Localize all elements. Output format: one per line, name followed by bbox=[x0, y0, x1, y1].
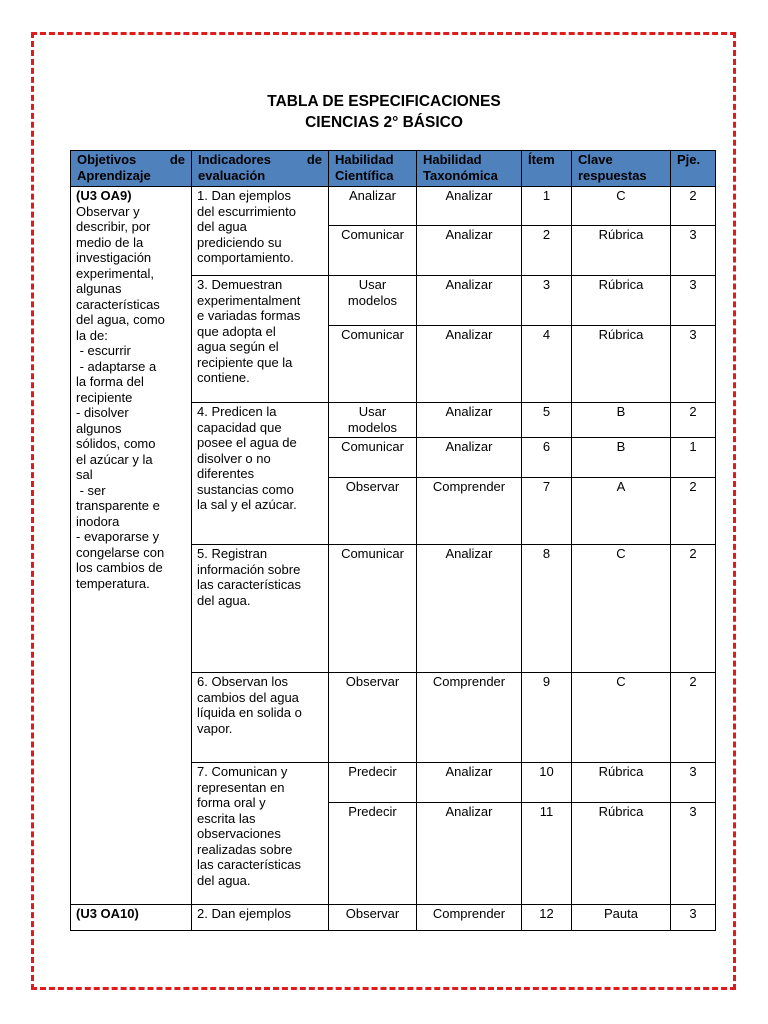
objective-line: la forma del bbox=[76, 374, 144, 389]
objective-line: - adaptarse a bbox=[76, 358, 157, 374]
header-text: Clave bbox=[578, 152, 613, 167]
habilidad-cientifica-cell: Observar bbox=[329, 478, 417, 545]
indicator-line: realizadas sobre bbox=[197, 841, 293, 857]
pje-cell: 2 bbox=[671, 478, 716, 545]
habilidad-taxonomica-cell: Analizar bbox=[417, 803, 522, 905]
item-cell: 3 bbox=[522, 276, 572, 326]
indicator-cell bbox=[192, 403, 329, 545]
indicator-line: experimentalment bbox=[197, 292, 301, 308]
habilidad-cientifica-cell: Observar bbox=[329, 905, 417, 931]
document-subtitle: CIENCIAS 2° BÁSICO bbox=[305, 114, 463, 131]
habilidad-taxonomica-cell: Analizar bbox=[417, 187, 522, 226]
habilidad-taxonomica-cell: Comprender bbox=[417, 478, 522, 545]
indicator-line: cambios del agua bbox=[197, 689, 299, 705]
pje-cell: 3 bbox=[671, 803, 716, 905]
indicator-line: representan en bbox=[197, 779, 285, 795]
indicator-line: forma oral y bbox=[197, 795, 266, 810]
item-cell: 1 bbox=[522, 187, 572, 226]
indicator-line: del agua bbox=[197, 219, 247, 234]
clave-cell: B bbox=[572, 403, 671, 438]
indicator-line: líquida en solida o bbox=[197, 705, 302, 720]
clave-cell: Rúbrica bbox=[572, 326, 671, 403]
objective-line: sal bbox=[76, 467, 93, 482]
indicator-line: 7. Comunican y bbox=[197, 764, 288, 779]
habilidad-cientifica-cell: Comunicar bbox=[329, 326, 417, 403]
objective-line: temperatura. bbox=[76, 575, 150, 591]
objective-line: inodora bbox=[76, 513, 120, 529]
objective-code: (U3 OA9) bbox=[76, 188, 132, 203]
objective-line: - evaporarse y bbox=[76, 529, 160, 544]
clave-cell: C bbox=[572, 187, 671, 226]
indicator-line: e variadas formas bbox=[197, 308, 301, 323]
indicator-line: del agua. bbox=[197, 592, 251, 608]
habilidad-taxonomica-cell: Analizar bbox=[417, 276, 522, 326]
indicator-line: 3. Demuestran bbox=[197, 277, 283, 292]
indicator-line: vapor. bbox=[197, 720, 233, 736]
header-text: Indicadores de bbox=[198, 152, 322, 167]
pje-cell: 2 bbox=[671, 545, 716, 673]
header-habilidad-cientifica bbox=[329, 151, 417, 187]
indicator-cell bbox=[192, 545, 329, 673]
indicator-line: posee el agua de bbox=[197, 435, 297, 450]
clave-cell: A bbox=[572, 478, 671, 545]
indicator-line: 5. Registran bbox=[197, 546, 268, 561]
header-habilidad-taxonomica bbox=[417, 151, 522, 187]
pje-cell: 2 bbox=[671, 673, 716, 763]
table-row bbox=[71, 187, 716, 226]
indicator-cell bbox=[192, 187, 329, 276]
indicator-line: la sal y el azúcar. bbox=[197, 497, 297, 512]
indicator-line: recipiente que la bbox=[197, 354, 293, 370]
item-cell: 11 bbox=[522, 803, 572, 905]
header-text: Habilidad bbox=[423, 152, 482, 167]
objective-line: transparente e bbox=[76, 498, 160, 513]
objective-line: medio de la bbox=[76, 234, 144, 250]
habilidad-taxonomica-cell: Analizar bbox=[417, 438, 522, 478]
indicator-line: escrita las bbox=[197, 810, 256, 826]
objective-line: características bbox=[76, 296, 160, 312]
habilidad-cientifica-cell: Predecir bbox=[329, 803, 417, 905]
habilidad-taxonomica-cell: Analizar bbox=[417, 763, 522, 803]
indicator-line: capacidad que bbox=[197, 419, 282, 435]
objective-line: recipiente bbox=[76, 389, 133, 405]
objective-line: algunos bbox=[76, 420, 122, 436]
habilidad-taxonomica-cell: Analizar bbox=[417, 403, 522, 438]
habilidad-cientifica-cell: Analizar bbox=[329, 187, 417, 226]
indicator-line: del escurrimiento bbox=[197, 203, 296, 219]
pje-cell: 2 bbox=[671, 403, 716, 438]
indicator-cell: 2. Dan ejemplos bbox=[192, 905, 329, 931]
objective-line: algunas bbox=[76, 281, 122, 296]
objective-line: Observar y bbox=[76, 203, 140, 219]
header-text: Pje. bbox=[677, 152, 701, 167]
indicator-line: las características bbox=[197, 857, 302, 872]
indicator-line: las características bbox=[197, 577, 302, 592]
header-text: Aprendizaje bbox=[77, 167, 151, 183]
header-text: Taxonómica bbox=[423, 167, 498, 183]
indicator-line: comportamiento. bbox=[197, 250, 294, 265]
item-cell: 8 bbox=[522, 545, 572, 673]
header-pje bbox=[671, 151, 716, 187]
clave-cell: Rúbrica bbox=[572, 763, 671, 803]
pje-cell: 1 bbox=[671, 438, 716, 478]
objective-line: la de: bbox=[76, 327, 108, 343]
indicator-line: sustancias como bbox=[197, 481, 294, 497]
objective-line: congelarse con bbox=[76, 544, 165, 560]
header-indicadores bbox=[192, 151, 329, 187]
indicator-cell bbox=[192, 673, 329, 763]
header-text: Científica bbox=[335, 167, 394, 183]
indicator-cell bbox=[192, 763, 329, 905]
indicator-line: 4. Predicen la bbox=[197, 404, 277, 419]
item-cell: 6 bbox=[522, 438, 572, 478]
objective-cell: (U3 OA10) bbox=[71, 905, 192, 931]
document-title: TABLA DE ESPECIFICACIONES bbox=[267, 93, 501, 110]
objective-line: describir, por bbox=[76, 219, 151, 234]
clave-cell: C bbox=[572, 673, 671, 763]
pje-cell: 3 bbox=[671, 276, 716, 326]
pje-cell: 3 bbox=[671, 905, 716, 931]
specifications-table bbox=[70, 150, 716, 931]
item-cell: 4 bbox=[522, 326, 572, 403]
habilidad-cientifica-cell: Usar modelos bbox=[329, 276, 417, 326]
habilidad-taxonomica-cell: Analizar bbox=[417, 326, 522, 403]
objective-line: sólidos, como bbox=[76, 436, 156, 451]
pje-cell: 3 bbox=[671, 763, 716, 803]
header-text: Habilidad bbox=[335, 152, 394, 167]
habilidad-taxonomica-cell: Analizar bbox=[417, 545, 522, 673]
indicator-line: prediciendo su bbox=[197, 234, 282, 250]
header-text: respuestas bbox=[578, 167, 647, 183]
objective-line: experimental, bbox=[76, 265, 155, 281]
clave-cell: Rúbrica bbox=[572, 803, 671, 905]
item-cell: 5 bbox=[522, 403, 572, 438]
objective-line: los cambios de bbox=[76, 560, 163, 575]
item-cell: 10 bbox=[522, 763, 572, 803]
habilidad-taxonomica-cell: Comprender bbox=[417, 905, 522, 931]
objective-line: del agua, como bbox=[76, 312, 165, 327]
pje-cell: 2 bbox=[671, 187, 716, 226]
header-item bbox=[522, 151, 572, 187]
item-cell: 9 bbox=[522, 673, 572, 763]
pje-cell: 3 bbox=[671, 226, 716, 276]
indicator-line: 6. Observan los bbox=[197, 674, 289, 689]
objective-line: - disolver bbox=[76, 405, 129, 420]
table-header-row bbox=[71, 151, 716, 187]
clave-cell: Rúbrica bbox=[572, 226, 671, 276]
indicator-cell bbox=[192, 276, 329, 403]
habilidad-taxonomica-cell: Analizar bbox=[417, 226, 522, 276]
clave-cell: B bbox=[572, 438, 671, 478]
indicator-line: disolver o no bbox=[197, 450, 271, 466]
habilidad-cientifica-cell: Observar bbox=[329, 673, 417, 763]
habilidad-cientifica-cell: Predecir bbox=[329, 763, 417, 803]
indicator-line: información sobre bbox=[197, 561, 301, 577]
item-cell: 12 bbox=[522, 905, 572, 931]
habilidad-cientifica-cell: Usar modelos bbox=[329, 403, 417, 438]
header-text: Ítem bbox=[528, 152, 555, 167]
clave-cell: Pauta bbox=[572, 905, 671, 931]
objective-cell bbox=[71, 187, 192, 905]
objective-line: - ser bbox=[76, 482, 106, 498]
item-cell: 7 bbox=[522, 478, 572, 545]
pje-cell: 3 bbox=[671, 326, 716, 403]
habilidad-cientifica-cell: Comunicar bbox=[329, 545, 417, 673]
item-cell: 2 bbox=[522, 226, 572, 276]
habilidad-cientifica-cell: Comunicar bbox=[329, 226, 417, 276]
header-text: Objetivos de bbox=[77, 152, 185, 167]
objective-line: investigación bbox=[76, 250, 152, 265]
header-clave bbox=[572, 151, 671, 187]
clave-cell: Rúbrica bbox=[572, 276, 671, 326]
objective-line: - escurrir bbox=[76, 343, 131, 358]
table-row bbox=[71, 905, 716, 931]
header-objetivos bbox=[71, 151, 192, 187]
indicator-line: observaciones bbox=[197, 826, 281, 841]
indicator-line: diferentes bbox=[197, 466, 255, 481]
clave-cell: C bbox=[572, 545, 671, 673]
indicator-line: que adopta el bbox=[197, 323, 276, 339]
habilidad-taxonomica-cell: Comprender bbox=[417, 673, 522, 763]
indicator-line: contiene. bbox=[197, 370, 250, 385]
indicator-line: 1. Dan ejemplos bbox=[197, 188, 291, 203]
objective-line: el azúcar y la bbox=[76, 451, 153, 467]
habilidad-cientifica-cell: Comunicar bbox=[329, 438, 417, 478]
indicator-line: agua según el bbox=[197, 339, 279, 354]
indicator-line: del agua. bbox=[197, 872, 251, 888]
header-text: evaluación bbox=[198, 167, 266, 183]
